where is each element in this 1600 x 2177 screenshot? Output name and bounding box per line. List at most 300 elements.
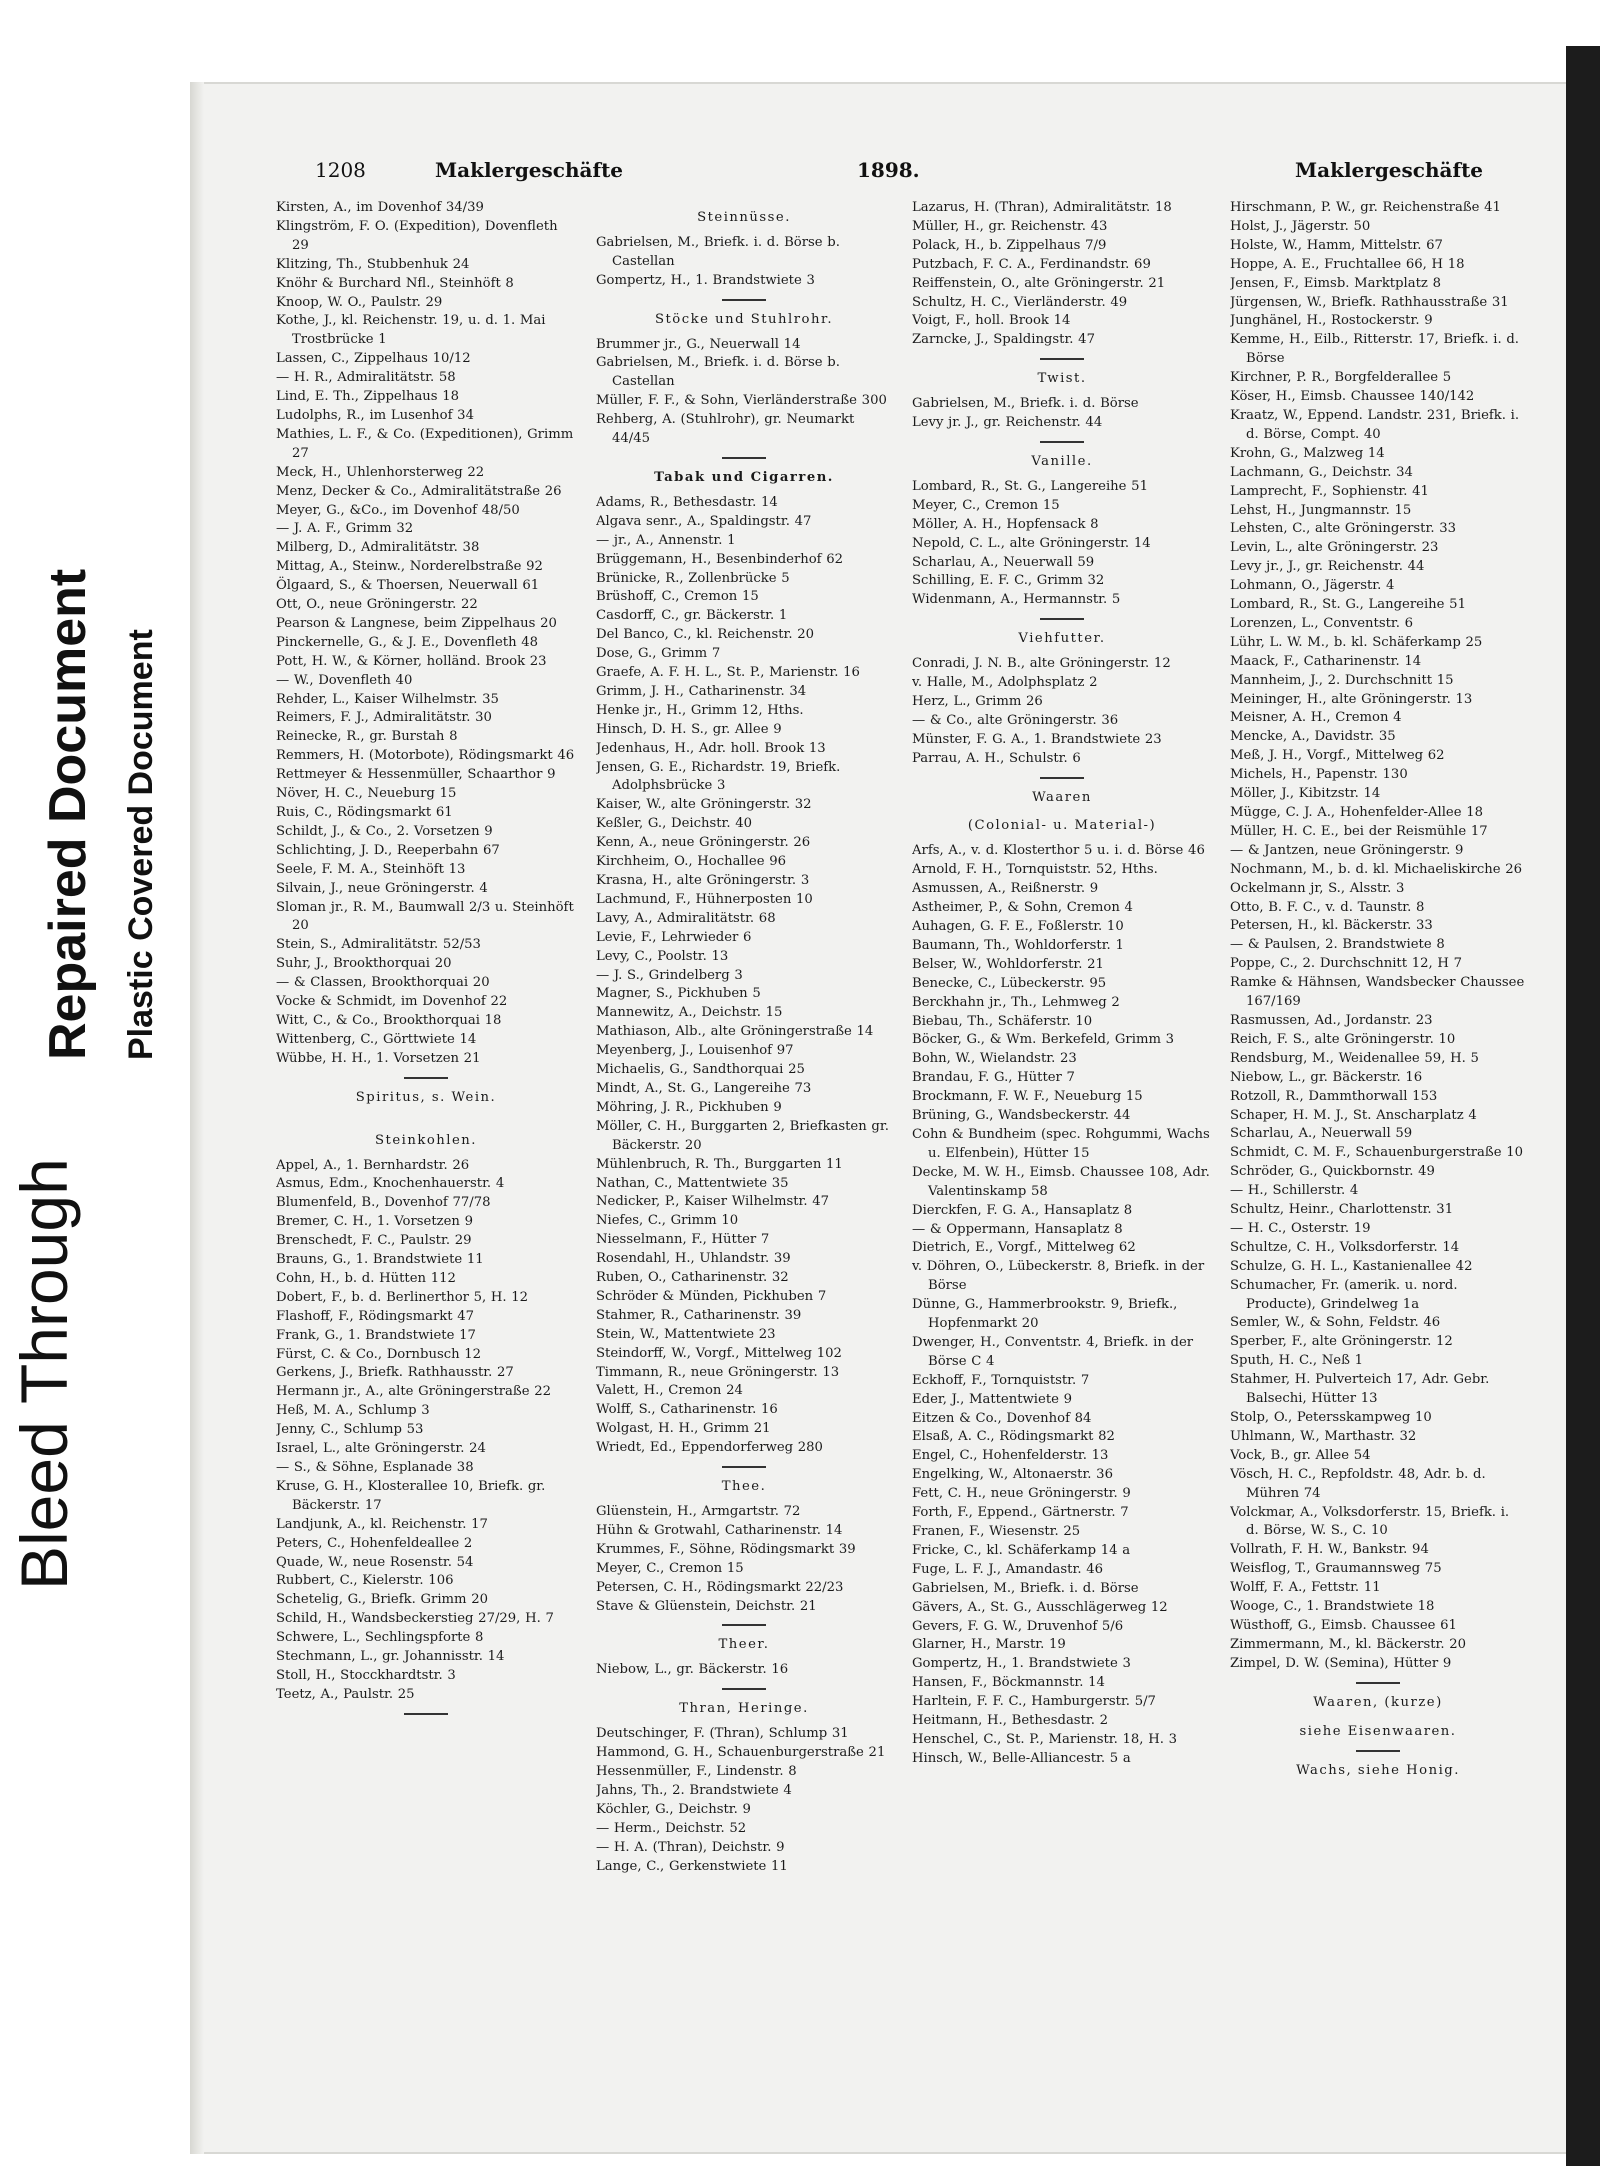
directory-entry: Flashoff, F., Rödingsmarkt 47 — [276, 1308, 475, 1324]
directory-entry: Menz, Decker & Co., Admiralitätstraße 26 — [276, 483, 562, 499]
directory-entry: Stein, S., Admiralitätstr. 52/53 — [276, 937, 481, 953]
directory-entry: Münster, F. G. A., 1. Brandstwiete 23 — [912, 731, 1162, 747]
directory-entry: Henschel, C., St. P., Marienstr. 18, H. 3 — [912, 1731, 1177, 1747]
column-4 — [1230, 199, 1526, 1786]
directory-entry: Peters, C., Hohenfeldeallee 2 — [276, 1535, 473, 1551]
directory-entry: Kraatz, W., Eppend. Landstr. 231, Briefk. i. d. Börse, Compt. 40 — [1230, 407, 1520, 442]
directory-entry: Gabrielsen, M., Briefk. i. d. Börse — [912, 396, 1139, 412]
directory-entry: Schetelig, G., Briefk. Grimm 20 — [276, 1592, 489, 1608]
directory-entry: Brockmann, F. W. F., Neueburg 15 — [912, 1089, 1143, 1105]
section-divider — [404, 1713, 448, 1715]
directory-entry: Lachmund, F., Hühnerposten 10 — [596, 891, 813, 907]
directory-entry: Lazarus, H. (Thran), Admiralitätstr. 18 — [912, 200, 1172, 215]
directory-entry: Dose, G., Grimm 7 — [596, 646, 721, 662]
directory-entry: Schulze, G. H. L., Kastanienallee 42 — [1230, 1258, 1473, 1274]
directory-entry: Lombard, R., St. G., Langereihe 51 — [912, 478, 1148, 494]
directory-entry: Israel, L., alte Gröningerstr. 24 — [276, 1441, 486, 1457]
directory-entry: Glarner, H., Marstr. 19 — [912, 1637, 1066, 1653]
directory-entry: Silvain, J., neue Gröningerstr. 4 — [276, 880, 488, 896]
directory-entry: Gabrielsen, M., Briefk. i. d. Börse b. Castellan — [596, 234, 840, 269]
directory-entry: Cohn, H., b. d. Hütten 112 — [276, 1270, 456, 1286]
directory-entry: Vock, B., gr. Allee 54 — [1230, 1447, 1371, 1463]
directory-entry: Reimers, F. J., Admiralitätstr. 30 — [276, 710, 492, 726]
directory-entry: Meß, J. H., Vorgf., Mittelweg 62 — [1230, 748, 1445, 764]
directory-entry: Ludolphs, R., im Lusenhof 34 — [276, 407, 474, 423]
directory-entry: Kothe, J., kl. Reichenstr. 19, u. d. 1. Mai Trostbrücke 1 — [276, 313, 546, 348]
section-heading: Steinnüsse. — [697, 210, 791, 225]
directory-entry: Michels, H., Papenstr. 130 — [1230, 767, 1408, 783]
directory-entry: Gevers, F. G. W., Druvenhof 5/6 — [912, 1618, 1124, 1634]
directory-entry: — W., Dovenfleth 40 — [276, 672, 413, 688]
directory-entry: Polack, H., b. Zippelhaus 7/9 — [912, 237, 1107, 253]
directory-entry: Müller, H., gr. Reichenstr. 43 — [912, 218, 1108, 234]
directory-entry: — jr., A., Annenstr. 1 — [596, 532, 736, 548]
directory-entry: Klingström, F. O. (Expedition), Dovenfleth 29 — [276, 218, 558, 253]
directory-entry: Meyer, G., &Co., im Dovenhof 48/50 — [276, 502, 520, 518]
section-heading: Theer. — [718, 1637, 770, 1653]
directory-entry: Stave & Glüenstein, Deichstr. 21 — [596, 1598, 817, 1614]
directory-entry: Putzbach, F. C. A., Ferdinandstr. 69 — [912, 256, 1151, 272]
side-label-bleed: Bleed Through — [7, 1158, 81, 1590]
directory-entry: Gabrielsen, M., Briefk. i. d. Börse b. Castellan — [596, 355, 840, 390]
directory-entry: Nepold, C. L., alte Gröningerstr. 14 — [912, 535, 1151, 551]
section-heading: Steinkohlen. — [375, 1132, 477, 1148]
directory-entry: Brauns, G., 1. Brandstwiete 11 — [276, 1252, 484, 1268]
directory-entry: Rubbert, C., Kielerstr. 106 — [276, 1573, 454, 1589]
directory-entry: Quade, W., neue Rosenstr. 54 — [276, 1554, 474, 1570]
directory-entry: Kirchner, P. R., Borgfelderallee 5 — [1230, 370, 1452, 386]
directory-entry: Lachmann, G., Deichstr. 34 — [1230, 464, 1413, 480]
directory-entry: Möhring, J. R., Pickhuben 9 — [596, 1099, 782, 1115]
directory-entry: Ruis, C., Rödingsmarkt 61 — [276, 805, 453, 820]
directory-entry: Remmers, H. (Motorbote), Rödingsmarkt 46 — [276, 748, 575, 764]
directory-entry: Zimmermann, M., kl. Bäckerstr. 20 — [1230, 1636, 1467, 1652]
section-heading: Thran, Heringe. — [679, 1701, 809, 1717]
directory-entry: Niebow, L., gr. Bäckerstr. 16 — [596, 1662, 789, 1678]
directory-entry: Brüshoff, C., Cremon 15 — [596, 589, 759, 605]
directory-entry: v. Halle, M., Adolphsplatz 2 — [912, 675, 1098, 691]
directory-entry: Bohn, W., Wielandstr. 23 — [912, 1051, 1077, 1067]
directory-entry: Baumann, Th., Wohldorferstr. 1 — [912, 937, 1124, 953]
directory-entry: Meck, H., Uhlenhorsterweg 22 — [276, 464, 485, 480]
directory-entry: — & Paulsen, 2. Brandstwiete 8 — [1230, 937, 1445, 953]
directory-entry: Brenschedt, F. C., Paulstr. 29 — [276, 1233, 472, 1249]
directory-entry: Dietrich, E., Vorgf., Mittelweg 62 — [912, 1240, 1136, 1256]
directory-entry: Mindt, A., St. G., Langereihe 73 — [596, 1080, 812, 1096]
directory-entry: Arfs, A., v. d. Klosterthor 5 u. i. d. Börse 46 — [912, 843, 1205, 859]
directory-entry: Bremer, C. H., 1. Vorsetzen 9 — [276, 1214, 473, 1230]
directory-entry: Lohmann, O., Jägerstr. 4 — [1230, 578, 1395, 594]
directory-entry: Kruse, G. H., Klosterallee 10, Briefk. gr. Bäckerstr. 17 — [276, 1478, 546, 1513]
column-2 — [596, 199, 892, 1876]
directory-entry: Lamprecht, F., Sophienstr. 41 — [1230, 483, 1429, 499]
directory-entry: Volckmar, A., Volksdorferstr. 15, Briefk. i. d. Börse, W. S., C. 10 — [1230, 1504, 1510, 1539]
header-year: 1898. — [857, 158, 920, 182]
section-heading: siehe Eisenwaaren. — [1299, 1723, 1457, 1739]
directory-entry: Lühr, L. W. M., b. kl. Schäferkamp 25 — [1230, 634, 1483, 650]
directory-entry: — Herm., Deichstr. 52 — [596, 1820, 747, 1836]
directory-entry: Lehsten, C., alte Gröningerstr. 33 — [1230, 521, 1456, 537]
directory-entry: — H., Schillerstr. 4 — [1230, 1183, 1359, 1199]
directory-entry: Mühlenbruch, R. Th., Burggarten 11 — [596, 1156, 843, 1172]
directory-entry: Scharlau, A., Neuerwall 59 — [1230, 1126, 1413, 1142]
section-heading: Thee. — [721, 1479, 767, 1495]
directory-entry: Vollrath, F. H. W., Bankstr. 94 — [1230, 1542, 1429, 1558]
directory-entry: — J. S., Grindelberg 3 — [596, 967, 743, 983]
directory-entry: Jedenhaus, H., Adr. holl. Brook 13 — [596, 740, 826, 756]
directory-entry: Michaelis, G., Sandthorquai 25 — [596, 1062, 805, 1078]
directory-entry: Ott, O., neue Gröningerstr. 22 — [276, 597, 478, 613]
directory-columns — [276, 199, 1526, 2119]
section-heading: Waaren, (kurze) — [1313, 1694, 1443, 1710]
directory-entry: Schultze, C. H., Volksdorferstr. 14 — [1230, 1239, 1460, 1255]
directory-entry: Krummes, F., Söhne, Rödingsmarkt 39 — [596, 1541, 856, 1557]
directory-entry: Gompertz, H., 1. Brandstwiete 3 — [912, 1656, 1131, 1672]
directory-entry: Fuge, L. F. J., Amandastr. 46 — [912, 1561, 1104, 1577]
directory-entry: — & Oppermann, Hansaplatz 8 — [912, 1221, 1123, 1237]
directory-entry: Sloman jr., R. M., Baumwall 2/3 u. Steinhöft 20 — [276, 899, 574, 934]
directory-entry: Meyer, C., Cremon 15 — [912, 497, 1060, 513]
directory-entry: Knöhr & Burchard Nfl., Steinhöft 8 — [276, 275, 514, 291]
directory-entry: Hansen, F., Böckmannstr. 14 — [912, 1675, 1105, 1691]
directory-entry: Adams, R., Bethesdastr. 14 — [596, 494, 778, 510]
side-label-plastic: Plastic Covered Document — [122, 629, 160, 1060]
directory-entry: Hammond, G. H., Schauenburgerstraße 21 — [596, 1745, 886, 1761]
directory-entry: Nedicker, P., Kaiser Wilhelmstr. 47 — [596, 1194, 830, 1210]
directory-entry: Schaper, H. M. J., St. Anscharplatz 4 — [1230, 1107, 1477, 1123]
directory-entry: Kirchheim, O., Hochallee 96 — [596, 854, 786, 870]
directory-entry: Schumacher, Fr. (amerik. u. nord. Producte), Grindelweg 1a — [1230, 1277, 1458, 1312]
directory-entry: Niefes, C., Grimm 10 — [596, 1213, 739, 1229]
directory-entry: Jenny, C., Schlump 53 — [276, 1422, 424, 1438]
directory-entry: Milberg, D., Admiralitätstr. 38 — [276, 540, 480, 556]
directory-entry: Jensen, F., Eimsb. Marktplatz 8 — [1230, 275, 1441, 291]
directory-entry: Schmidt, C. M. F., Schauenburgerstraße 10 — [1230, 1145, 1523, 1161]
directory-entry: Brandau, F. G., Hütter 7 — [912, 1070, 1075, 1086]
directory-entry: Zarncke, J., Spaldingstr. 47 — [912, 332, 1095, 348]
directory-entry: Levie, F., Lehrwieder 6 — [596, 929, 752, 945]
directory-entry: Teetz, A., Paulstr. 25 — [276, 1686, 415, 1702]
directory-entry: Suhr, J., Brookthorquai 20 — [276, 956, 452, 972]
directory-entry: Sperber, F., alte Gröningerstr. 12 — [1230, 1334, 1453, 1350]
directory-entry: Fürst, C. & Co., Dornbusch 12 — [276, 1346, 482, 1362]
directory-entry: Rendsburg, M., Weidenallee 59, H. 5 — [1230, 1050, 1479, 1066]
directory-entry: Schultz, Heinr., Charlottenstr. 31 — [1230, 1202, 1454, 1218]
directory-entry: Niebow, L., gr. Bäckerstr. 16 — [1230, 1069, 1423, 1085]
directory-entry: Heitmann, H., Bethesdastr. 2 — [912, 1713, 1108, 1729]
directory-entry: Brummer jr., G., Neuerwall 14 — [596, 336, 801, 352]
section-divider — [1040, 618, 1084, 620]
directory-entry: Otto, B. F. C., v. d. Taunstr. 8 — [1230, 899, 1425, 915]
directory-entry: Seele, F. M. A., Steinhöft 13 — [276, 861, 466, 877]
directory-entry: Vocke & Schmidt, im Dovenhof 22 — [276, 994, 508, 1010]
directory-entry: Asmussen, A., Reißnerstr. 9 — [912, 881, 1099, 897]
directory-entry: Pott, H. W., & Körner, holländ. Brook 23 — [276, 653, 547, 669]
directory-entry: Kirsten, A., im Dovenhof 34/39 — [276, 200, 484, 215]
directory-entry: — & Jantzen, neue Gröningerstr. 9 — [1230, 842, 1464, 858]
directory-entry: Stolp, O., Petersskampweg 10 — [1230, 1410, 1432, 1425]
directory-entry: Dierckfen, F. G. A., Hansaplatz 8 — [912, 1202, 1133, 1218]
section-divider — [1040, 358, 1084, 360]
directory-entry: Stahmer, H. Pulverteich 17, Adr. Gebr. Balsechi, Hütter 13 — [1230, 1372, 1490, 1407]
directory-entry: — J. A. F., Grimm 32 — [276, 521, 414, 537]
directory-entry: Eckhoff, F., Tornquiststr. 7 — [912, 1372, 1090, 1388]
directory-entry: Rosendahl, H., Uhlandstr. 39 — [596, 1251, 791, 1267]
directory-entry: Junghänel, H., Rostockerstr. 9 — [1230, 313, 1433, 329]
directory-entry: Graefe, A. F. H. L., St. P., Marienstr. 16 — [596, 665, 860, 681]
directory-entry: Levy jr., J., gr. Reichenstr. 44 — [1230, 559, 1425, 575]
directory-entry: Mathiason, Alb., alte Gröningerstraße 14 — [596, 1024, 874, 1040]
directory-entry: Knoop, W. O., Paulstr. 29 — [276, 294, 443, 310]
directory-entry: Mittag, A., Steinw., Norderelbstraße 92 — [276, 559, 543, 575]
directory-entry: Kemme, H., Eilb., Ritterstr. 17, Briefk. i. d. Börse — [1230, 332, 1519, 367]
directory-entry: Hinsch, D. H. S., gr. Allee 9 — [596, 721, 782, 737]
directory-entry: Dünne, G., Hammerbrookstr. 9, Briefk., Hopfenmarkt 20 — [912, 1297, 1178, 1332]
directory-entry: Keßler, G., Deichstr. 40 — [596, 816, 753, 832]
directory-entry: Algava senr., A., Spaldingstr. 47 — [596, 513, 812, 529]
directory-entry: Wübbe, H. H., 1. Vorsetzen 21 — [276, 1050, 481, 1066]
directory-entry: Del Banco, C., kl. Reichenstr. 20 — [596, 627, 815, 643]
directory-entry: Rettmeyer & Hessenmüller, Schaarthor 9 — [276, 767, 556, 783]
directory-entry: Brüning, G., Wandsbeckerstr. 44 — [912, 1108, 1131, 1124]
directory-entry: Növer, H. C., Neueburg 15 — [276, 786, 457, 802]
directory-entry: Harltein, F. F. C., Hamburgerstr. 5/7 — [912, 1694, 1156, 1710]
directory-entry: Schwere, L., Sechlingspforte 8 — [276, 1630, 484, 1646]
directory-entry: Krohn, G., Malzweg 14 — [1230, 445, 1385, 461]
section-divider — [1040, 441, 1084, 443]
directory-entry: Rehder, L., Kaiser Wilhelmstr. 35 — [276, 691, 499, 707]
directory-entry: Schilling, E. F. C., Grimm 32 — [912, 573, 1105, 589]
directory-entry: Nathan, C., Mattentwiete 35 — [596, 1175, 789, 1191]
directory-entry: Brünicke, R., Zollenbrücke 5 — [596, 570, 790, 586]
directory-entry: Wolgast, H. H., Grimm 21 — [596, 1421, 771, 1437]
directory-entry: Weisflog, T., Graumannsweg 75 — [1230, 1561, 1442, 1577]
directory-entry: Rehberg, A. (Stuhlrohr), gr. Neumarkt 44/45 — [596, 412, 855, 447]
directory-entry: Franen, F., Wiesenstr. 25 — [912, 1524, 1081, 1539]
directory-entry: Hessenmüller, F., Lindenstr. 8 — [596, 1763, 797, 1779]
directory-entry: Jahns, Th., 2. Brandstwiete 4 — [596, 1782, 792, 1798]
directory-entry: Möller, A. H., Hopfensack 8 — [912, 516, 1099, 532]
directory-entry: Böcker, G., & Wm. Berkefeld, Grimm 3 — [912, 1032, 1175, 1048]
section-heading: (Colonial- u. Material-) — [967, 818, 1157, 834]
section-divider — [404, 1077, 448, 1079]
directory-entry: Witt, C., & Co., Brookthorquai 18 — [276, 1012, 502, 1028]
section-divider — [1356, 1750, 1400, 1752]
directory-entry: Niesselmann, F., Hütter 7 — [596, 1232, 770, 1248]
directory-entry: Jensen, G. E., Richardstr. 19, Briefk. Adolphsbrücke 3 — [596, 759, 841, 794]
directory-entry: Appel, A., 1. Bernhardstr. 26 — [276, 1157, 470, 1173]
directory-entry: Rotzoll, R., Dammthorwall 153 — [1230, 1088, 1438, 1104]
directory-entry: Rasmussen, Ad., Jordanstr. 23 — [1230, 1012, 1433, 1028]
section-divider — [1356, 1682, 1400, 1684]
directory-entry: Levy jr. J., gr. Reichenstr. 44 — [912, 415, 1103, 431]
section-divider — [722, 1466, 766, 1468]
section-divider — [722, 1688, 766, 1690]
directory-entry: Mathies, L. F., & Co. (Expeditionen), Grimm 27 — [276, 426, 574, 461]
directory-entry: Glüenstein, H., Armgartstr. 72 — [596, 1504, 801, 1519]
directory-entry: Parrau, A. H., Schulstr. 6 — [912, 750, 1081, 766]
directory-entry: Ruben, O., Catharinenstr. 32 — [596, 1270, 789, 1286]
directory-entry: Lehst, H., Jungmannstr. 15 — [1230, 502, 1412, 518]
directory-entry: Reiffenstein, O., alte Gröningerstr. 21 — [912, 275, 1166, 291]
directory-entry: Lombard, R., St. G., Langereihe 51 — [1230, 597, 1466, 613]
directory-entry: Arnold, F. H., Tornquiststr. 52, Hths. — [912, 862, 1158, 878]
directory-entry: Auhagen, G. F. E., Foßlerstr. 10 — [912, 919, 1124, 934]
directory-entry: Uhlmann, W., Marthastr. 32 — [1230, 1428, 1417, 1444]
directory-entry: Kaiser, W., alte Gröningerstr. 32 — [596, 797, 812, 813]
directory-entry: Müller, H. C. E., bei der Reismühle 17 — [1230, 823, 1488, 839]
directory-entry: Lassen, C., Zippelhaus 10/12 — [276, 351, 471, 367]
directory-entry: — H. R., Admiralitätstr. 58 — [276, 370, 456, 386]
directory-entry: Maack, F., Catharinenstr. 14 — [1230, 653, 1422, 669]
column-3 — [912, 199, 1212, 1769]
directory-entry: Schlichting, J. D., Reeperbahn 67 — [276, 842, 500, 858]
directory-entry: Petersen, C. H., Rödingsmarkt 22/23 — [596, 1579, 844, 1595]
directory-entry: Stein, W., Mattentwiete 23 — [596, 1326, 776, 1342]
directory-entry: Cohn & Bundheim (spec. Rohgummi, Wachs u. Elfenbein), Hütter 15 — [912, 1126, 1210, 1161]
directory-entry: Astheimer, P., & Sohn, Cremon 4 — [912, 900, 1133, 916]
directory-entry: Hermann jr., A., alte Gröningerstraße 22 — [276, 1384, 551, 1400]
directory-entry: Lange, C., Gerkenstwiete 11 — [596, 1858, 788, 1874]
page-number: 1208 — [315, 158, 366, 182]
directory-entry: Meyer, C., Cremon 15 — [596, 1560, 744, 1576]
directory-entry: Pearson & Langnese, beim Zippelhaus 20 — [276, 615, 557, 631]
directory-entry: Valett, H., Cremon 24 — [596, 1383, 743, 1399]
section-divider — [722, 457, 766, 459]
directory-entry: Schild, H., Wandsbeckerstieg 27/29, H. 7 — [276, 1611, 554, 1627]
section-divider — [1040, 777, 1084, 779]
directory-entry: Schröder, G., Quickbornstr. 49 — [1230, 1164, 1435, 1180]
directory-entry: Meyenberg, J., Louisenhof 97 — [596, 1043, 794, 1059]
section-heading: Spiritus, s. Wein. — [355, 1089, 497, 1105]
side-label-repaired: Repaired Document — [39, 568, 97, 1060]
directory-entry: Landjunk, A., kl. Reichenstr. 17 — [276, 1516, 488, 1532]
directory-entry: Mencke, A., Davidstr. 35 — [1230, 729, 1396, 745]
directory-entry: Gompertz, H., 1. Brandstwiete 3 — [596, 272, 815, 288]
directory-entry: Levy, C., Poolstr. 13 — [596, 948, 729, 964]
directory-entry: Gävers, A., St. G., Ausschlägerweg 12 — [912, 1599, 1168, 1615]
directory-entry: Gabrielsen, M., Briefk. i. d. Börse — [912, 1580, 1139, 1596]
directory-entry: Steindorff, W., Vorgf., Mittelweg 102 — [596, 1345, 842, 1361]
directory-entry: Klitzing, Th., Stubbenhuk 24 — [276, 256, 470, 272]
directory-entry: v. Döhren, O., Lübeckerstr. 8, Briefk. in der Börse — [912, 1259, 1205, 1294]
directory-entry: Schultz, H. C., Vierländerstr. 49 — [912, 294, 1128, 310]
directory-entry: Nochmann, M., b. d. kl. Michaeliskirche 26 — [1230, 861, 1523, 877]
section-heading: Stöcke und Stuhlrohr. — [654, 311, 834, 327]
directory-entry: — S., & Söhne, Esplanade 38 — [276, 1460, 474, 1475]
directory-entry: Fett, C. H., neue Gröningerstr. 9 — [912, 1486, 1131, 1502]
directory-entry: Eder, J., Mattentwiete 9 — [912, 1391, 1073, 1407]
directory-entry: Jürgensen, W., Briefk. Rathhausstraße 31 — [1230, 294, 1509, 310]
directory-entry: Meininger, H., alte Gröningerstr. 13 — [1230, 691, 1473, 707]
directory-entry: Belser, W., Wohldorferstr. 21 — [912, 956, 1104, 972]
directory-entry: Köser, H., Eimsb. Chaussee 140/142 — [1230, 389, 1475, 405]
directory-entry: Pinckernelle, G., & J. E., Dovenfleth 48 — [276, 634, 539, 650]
directory-entry: Ockelmann jr, S., Alsstr. 3 — [1230, 880, 1405, 896]
directory-entry: Henke jr., H., Grimm 12, Hths. — [596, 702, 804, 718]
directory-entry: Engelking, W., Altonaerstr. 36 — [912, 1467, 1113, 1483]
directory-entry: Wooge, C., 1. Brandstwiete 18 — [1230, 1599, 1435, 1615]
directory-entry: Reich, F. S., alte Gröningerstr. 10 — [1230, 1031, 1456, 1047]
directory-entry: Widenmann, A., Hermannstr. 5 — [912, 592, 1121, 608]
directory-entry: Sputh, H. C., Neß 1 — [1230, 1353, 1363, 1369]
directory-entry: Brüggemann, H., Besenbinderhof 62 — [596, 551, 844, 567]
directory-entry: Dobert, F., b. d. Berlinerthor 5, H. 12 — [276, 1289, 529, 1305]
directory-entry: Berckhahn jr., Th., Lehmweg 2 — [912, 994, 1120, 1010]
directory-entry: Grimm, J. H., Catharinenstr. 34 — [596, 683, 807, 699]
section-heading: Waaren — [1032, 789, 1092, 805]
directory-entry: Müller, F. F., & Sohn, Vierländerstraße 300 — [596, 393, 887, 409]
section-heading: Viehfutter. — [1018, 631, 1106, 647]
directory-entry: Zimpel, D. W. (Semina), Hütter 9 — [1230, 1655, 1452, 1671]
directory-entry: Krasna, H., alte Gröningerstr. 3 — [596, 873, 810, 888]
directory-entry: Deutschinger, F. (Thran), Schlump 31 — [596, 1726, 849, 1742]
directory-entry: Wriedt, Ed., Eppendorferweg 280 — [596, 1440, 823, 1456]
section-divider — [722, 1624, 766, 1626]
directory-entry: Casdorff, C., gr. Bäckerstr. 1 — [596, 608, 788, 624]
directory-entry: Semler, W., & Sohn, Feldstr. 46 — [1230, 1315, 1441, 1331]
directory-entry: Mannheim, J., 2. Durchschnitt 15 — [1230, 672, 1454, 688]
directory-entry: Poppe, C., 2. Durchschnitt 12, H 7 — [1230, 956, 1462, 972]
directory-entry: Stahmer, R., Catharinenstr. 39 — [596, 1307, 802, 1323]
directory-entry: Benecke, C., Lübeckerstr. 95 — [912, 975, 1107, 991]
directory-entry: — H. A. (Thran), Deichstr. 9 — [596, 1839, 785, 1855]
directory-entry: Möller, C. H., Burggarten 2, Briefkasten gr. Bäckerstr. 20 — [596, 1118, 889, 1153]
directory-entry: Scharlau, A., Neuerwall 59 — [912, 554, 1095, 570]
directory-entry: Lind, E. Th., Zippelhaus 18 — [276, 389, 460, 405]
directory-entry: Hinsch, W., Belle-Alliancestr. 5 a — [912, 1750, 1131, 1766]
directory-entry: Fricke, C., kl. Schäferkamp 14 a — [912, 1542, 1131, 1558]
directory-entry: Forth, F., Eppend., Gärtnerstr. 7 — [912, 1505, 1129, 1521]
directory-entry: Wittenberg, C., Görttwiete 14 — [276, 1031, 477, 1047]
directory-entry: Eitzen & Co., Dovenhof 84 — [912, 1410, 1092, 1426]
directory-entry: Biebau, Th., Schäferstr. 10 — [912, 1013, 1093, 1029]
directory-entry: Wolff, F. A., Fettstr. 11 — [1230, 1580, 1381, 1596]
directory-entry: Heß, M. A., Schlump 3 — [276, 1403, 430, 1419]
directory-entry: Hirschmann, P. W., gr. Reichenstraße 41 — [1230, 200, 1501, 215]
scanned-page — [190, 82, 1568, 2154]
section-divider — [722, 299, 766, 301]
directory-entry: Lorenzen, L., Conventstr. 6 — [1230, 615, 1414, 631]
directory-entry: Vösch, H. C., Repfoldstr. 48, Adr. b. d. Mühren 74 — [1230, 1466, 1486, 1501]
directory-entry: — & Co., alte Gröningerstr. 36 — [912, 712, 1119, 728]
page-header — [315, 158, 1510, 198]
directory-entry: Möller, J., Kibitzstr. 14 — [1230, 786, 1381, 802]
header-title-right: Maklergeschäfte — [1295, 158, 1484, 182]
directory-entry: Schröder & Münden, Pickhuben 7 — [596, 1288, 827, 1304]
section-gap — [276, 1114, 576, 1122]
section-heading: Vanille. — [1031, 453, 1093, 469]
directory-entry: Decke, M. W. H., Eimsb. Chaussee 108, Adr. Valentinskamp 58 — [912, 1164, 1210, 1199]
directory-entry: Ölgaard, S., & Thoersen, Neuerwall 61 — [276, 578, 540, 594]
directory-entry: Mügge, C. J. A., Hohenfelder-Allee 18 — [1230, 805, 1483, 820]
directory-entry: Timmann, R., neue Gröningerstr. 13 — [596, 1364, 840, 1380]
directory-entry: Levin, L., alte Gröningerstr. 23 — [1230, 540, 1439, 556]
directory-entry: Hühn & Grotwahl, Catharinenstr. 14 — [596, 1522, 843, 1538]
directory-entry: Wüsthoff, G., Eimsb. Chaussee 61 — [1230, 1617, 1457, 1633]
directory-entry: Frank, G., 1. Brandstwiete 17 — [276, 1327, 476, 1343]
directory-entry: Lavy, A., Admiralitätstr. 68 — [596, 910, 776, 926]
directory-entry: Elsaß, A. C., Rödingsmarkt 82 — [912, 1429, 1115, 1445]
directory-entry: Schildt, J., & Co., 2. Vorsetzen 9 — [276, 823, 493, 839]
directory-entry: Herz, L., Grimm 26 — [912, 693, 1043, 709]
directory-entry: Meisner, A. H., Cremon 4 — [1230, 710, 1402, 726]
directory-entry: Köchler, G., Deichstr. 9 — [596, 1801, 751, 1817]
directory-entry: Holste, W., Hamm, Mittelstr. 67 — [1230, 237, 1443, 253]
section-heading: Twist. — [1037, 371, 1087, 387]
directory-entry: Gerkens, J., Briefk. Rathhausstr. 27 — [276, 1365, 514, 1381]
directory-entry: Stechmann, L., gr. Johannisstr. 14 — [276, 1649, 505, 1665]
